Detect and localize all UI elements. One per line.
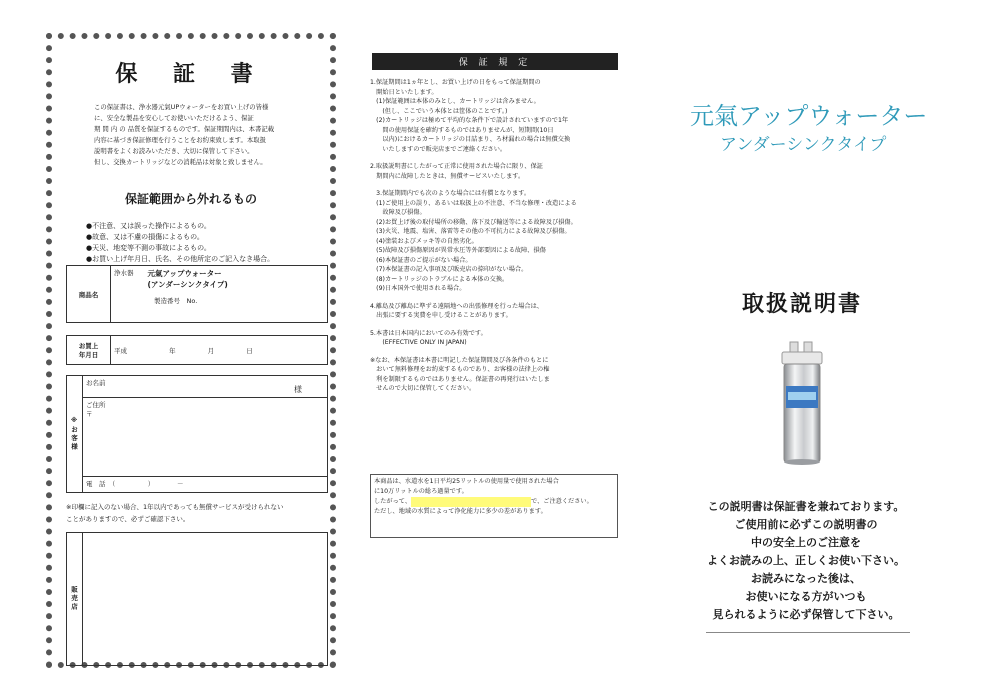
terms-line: おいて無料修理をお約束するものであり、お客様の法律上の権	[370, 366, 550, 373]
cover-instructions	[700, 498, 912, 624]
terms-line: 期間内に故障したときは、無償サービスいたします。	[370, 172, 525, 180]
intro-line: 但し、交換カートリッジなどの消耗品は対象と致しません。	[94, 158, 267, 166]
shop-table	[66, 532, 328, 666]
exclusion-item: ●故意、又は不慮の損傷によるもの。	[86, 233, 204, 241]
manual-title: 取扱説明書	[742, 292, 863, 317]
terms-line: せんので大切に保管してください。	[370, 385, 476, 392]
customer-table	[66, 375, 328, 493]
product-cell	[111, 266, 328, 323]
terms-line: (1)保証範囲は本体のみとし、カートリッジは含みません。	[370, 98, 540, 105]
name-label: お名前	[86, 379, 106, 387]
intro-line: この保証書は、浄水器元氣UPウォーターをお買い上げの皆様	[94, 103, 269, 111]
warranty-certificate	[46, 33, 336, 668]
terms-line: (2)カートリッジは極めて平均的な条件下で設計されていますので1年	[370, 117, 569, 124]
shop-label: 販売店	[67, 533, 83, 666]
notice-line: 本商品は、水道水を1日平均25リットルの使用量で使用された場合	[374, 478, 559, 485]
address-field[interactable]: ご住所 〒	[83, 398, 328, 477]
terms-line: (2)お買上げ後の取付場所の移動、落下及び輸送等による故障及び損傷。	[370, 218, 577, 226]
terms-line: (EFFECTIVE ONLY IN JAPAN)	[370, 339, 467, 346]
intro-line: に、安全な製品を安心してお使いいただけるよう、保証	[94, 114, 254, 122]
terms-spacer	[370, 154, 620, 162]
terms-line: (4)塗装およびメッキ等の自然劣化。	[370, 237, 478, 245]
day-label: 日	[246, 346, 253, 355]
notice-hl-prefix: したがって、	[374, 498, 412, 505]
terms-line: (5)故障及び損傷原因が異常水圧等外部要因による故障、損傷	[370, 247, 546, 254]
terms-line: 2.取扱説明書にしたがって正常に使用された場合に限り、保証	[370, 163, 543, 170]
terms-line: (8)カートリッジのトラブルによる本体の交換。	[370, 275, 509, 283]
terms-line: 故障及び損傷。	[370, 209, 426, 216]
terms-line: (7)本保証書の記入事項及び販売店の捺印がない場合。	[370, 266, 528, 273]
terms-spacer	[370, 294, 620, 302]
warranty-note: ※印欄に記入のない場合、1年以内であっても無償サービスが受けられない ことがありますので、必ずご確認下さい。	[66, 503, 284, 523]
name-field[interactable]	[83, 376, 328, 398]
terms-line: (但し、ここでいう本体とは筐体のことです。)	[370, 107, 508, 115]
serial-label: 製造番号 No.	[154, 297, 198, 305]
cover-line: お使いになる方がいつも	[745, 590, 867, 603]
terms-spacer	[370, 181, 620, 189]
year-label: 年	[169, 346, 176, 355]
terms-line: (3)火災、地震、塩害、落雷等その他の不可抗力による故障及び損傷。	[370, 228, 571, 235]
terms-line: (6)本保証書のご提示がない場合。	[370, 256, 472, 264]
intro-line: 期 間 内 の 品質を保証するものです。保証期間内は、本書記載	[94, 125, 275, 133]
terms-line: ※なお、本保証書は本書に明記した保証期間及び各条件のもとに	[370, 356, 549, 364]
purchase-date-field[interactable]	[111, 336, 328, 365]
brand-name: 元氣アップウォーター	[690, 102, 928, 130]
terms-line: 間の使用保証を確約するものではありませんが、短期間(10日	[370, 126, 554, 134]
month-label: 月	[207, 346, 215, 355]
terms-body	[370, 78, 620, 394]
notice-hl-suffix: で、ご注意ください。	[531, 498, 593, 505]
cover-divider	[706, 632, 910, 633]
exclusions-title: 保証範囲から外れるもの	[124, 192, 257, 206]
terms-line: (1)ご使用上の誤り、あるいは取扱上の不注意、不当な修理・改造による	[370, 199, 577, 207]
honorific: 様	[294, 385, 302, 394]
terms-line: 1.保証期間は1ヵ年とし、お買い上げの日をもって保証期間の	[370, 79, 541, 86]
purchase-label: お買上 年月日	[67, 336, 111, 365]
intro-line: 説明書をよくお読みいただき、大切に保管して下さい。	[94, 147, 254, 155]
product-table	[66, 265, 328, 323]
cover-line: お読みになった後は、	[751, 572, 861, 585]
warranty-intro	[94, 102, 314, 168]
terms-line: 出張に要する実費を申し受けることがあります。	[370, 312, 512, 319]
terms-notice-box	[370, 474, 618, 538]
shop-field[interactable]	[83, 533, 328, 666]
exclusion-item: ●不注意、又は誤った操作によるもの。	[86, 222, 211, 230]
terms-line: 利を制限するものではありません。保証書の再発行はいたしま	[370, 375, 550, 383]
cover-line: ご使用前に必ずこの説明書の	[734, 518, 878, 531]
product-category: 浄水器	[114, 269, 134, 277]
exclusion-item: ●天災、地変等不測の事故によるもの。	[86, 244, 211, 252]
era-label: 平成	[114, 346, 127, 355]
terms-line: 3.保証期間内でも次のような場合には有償となります。	[370, 190, 531, 197]
warranty-terms	[370, 53, 620, 394]
warranty-title: 保 証 書	[115, 62, 267, 87]
notice-line-highlight	[374, 497, 614, 507]
terms-line: (9)日本国外で使用される場合。	[370, 285, 466, 292]
terms-line: 5.本書は日本国内においてのみ有効です。	[370, 329, 487, 337]
product-label: 商品名	[67, 266, 111, 323]
cover-line: よくお読みの上、正しくお使い下さい。	[707, 554, 905, 567]
terms-line: 4.離島及び離島に準ずる遠隔地への出張修理を行った場合は、	[370, 302, 543, 310]
intro-line: 内容に基づき保証修理を行うことをお約束致します。本取扱	[94, 136, 267, 144]
exclusions-list	[86, 221, 322, 265]
exclusion-item: ●お買い上げ年月日、氏名、その他所定のご記入なき場合。	[86, 255, 275, 263]
terms-line: いたしますので販売店までご連絡ください。	[370, 145, 507, 153]
purchase-date-table	[66, 335, 328, 365]
terms-line: 以内)におけるカートリッジの目詰まり、ろ材漏れの場合は無償交換	[370, 136, 571, 143]
water-filter-image	[772, 340, 832, 468]
phone-field[interactable]: 電 話 （ ） －	[83, 476, 328, 492]
product-type: (アンダーシンクタイプ)	[147, 280, 228, 289]
customer-label: ※お客様	[67, 376, 83, 493]
brand-subtitle: アンダーシンクタイプ	[720, 135, 887, 155]
terms-spacer	[370, 348, 620, 356]
terms-heading: 保 証 規 定	[372, 53, 618, 70]
terms-line: 開始日といたします。	[370, 88, 438, 96]
cover-line: 中の安全上のご注意を	[751, 536, 861, 549]
cover-line: 見られるように必ず保管して下さい。	[712, 608, 900, 621]
product-name: 元氣アップウォーター	[147, 269, 222, 278]
notice-line: ただし、地域の水質によって浄化能力に多少の差があります。	[374, 508, 547, 515]
notice-line: に10万リットルの総ろ過量です。	[374, 488, 468, 495]
cover-line: この説明書は保証書を兼ねております。	[707, 500, 905, 513]
terms-spacer	[370, 321, 620, 329]
